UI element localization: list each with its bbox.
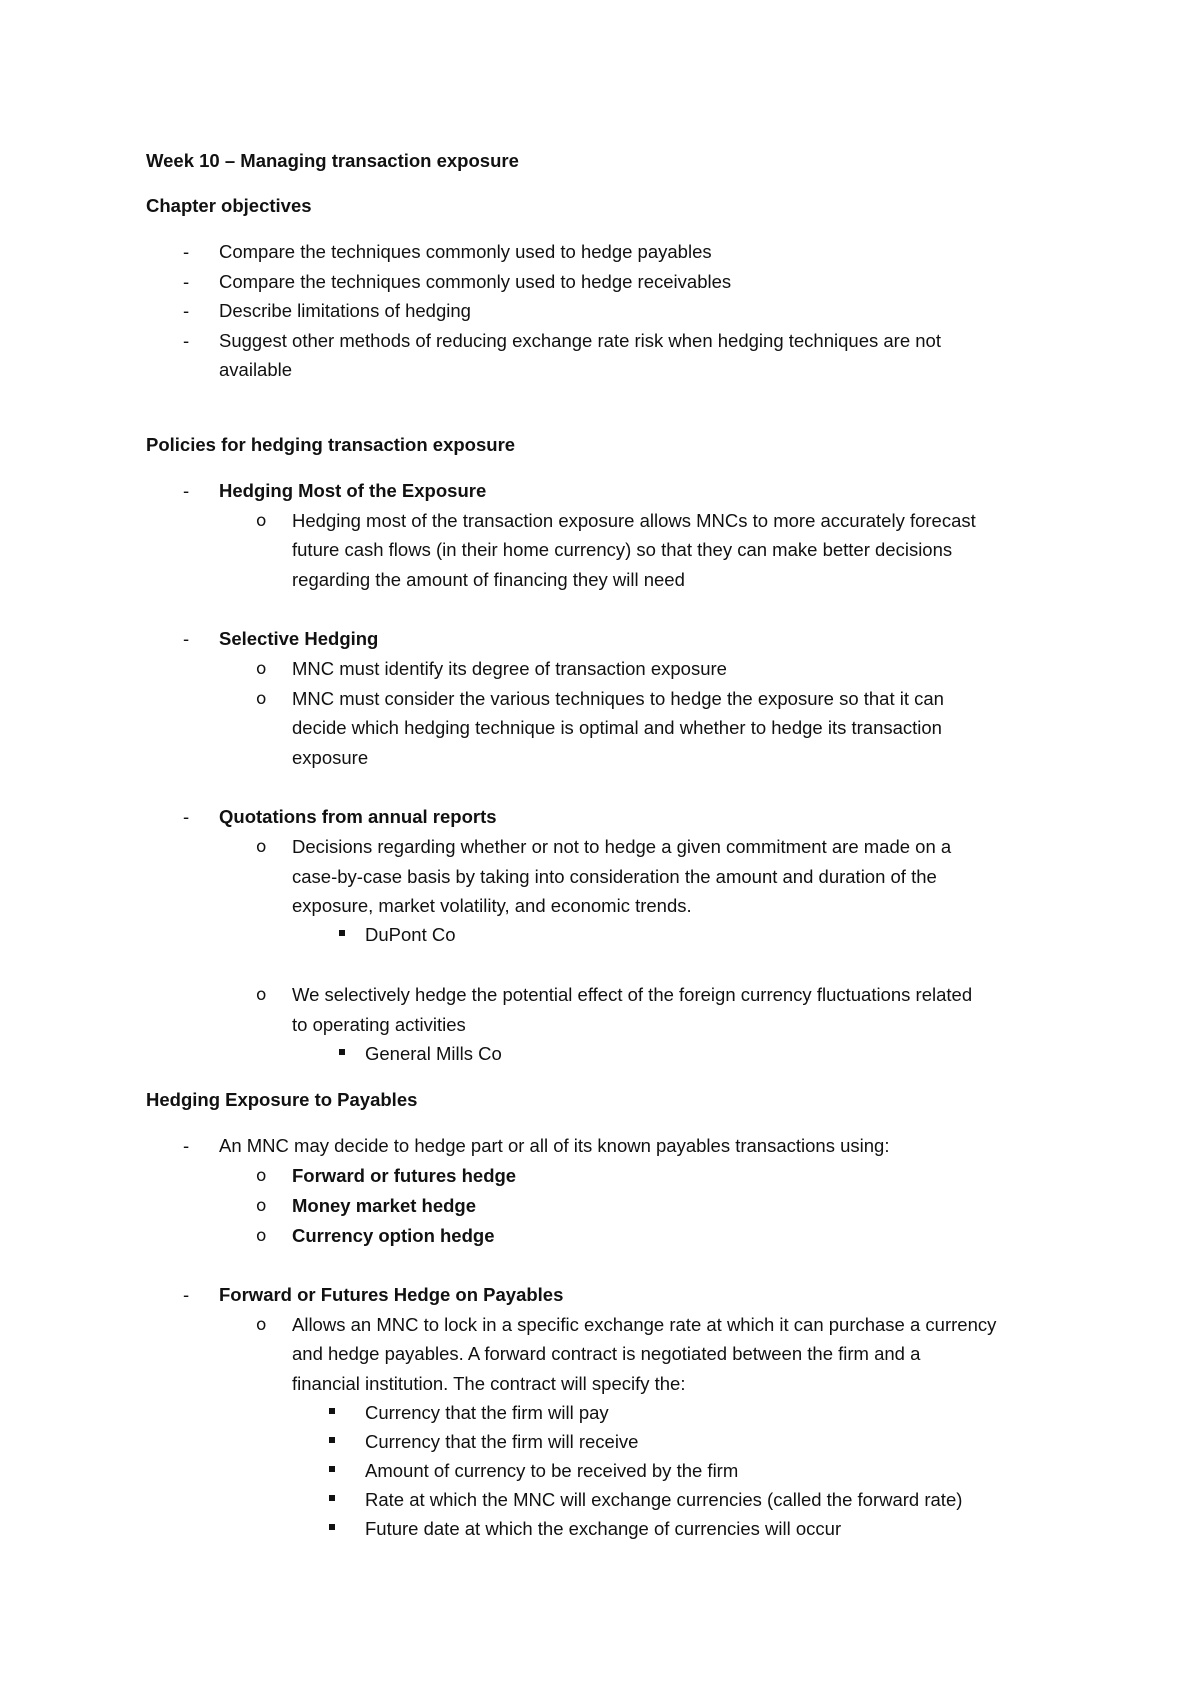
circle-bullet: o xyxy=(256,1315,267,1335)
dash-bullet: - xyxy=(183,806,190,827)
policy-most-label: Hedging Most of the Exposure xyxy=(219,480,487,501)
forward-spec-item: Amount of currency to be received by the firm xyxy=(365,1460,739,1481)
dash-bullet: - xyxy=(183,300,190,321)
dash-bullet: - xyxy=(183,1284,190,1305)
objective-item: Suggest other methods of reducing exchange rate risk when hedging techniques are not xyxy=(219,330,941,351)
payables-method: Forward or futures hedge xyxy=(292,1165,517,1186)
objectives-heading: Chapter objectives xyxy=(146,195,312,216)
square-bullet xyxy=(339,930,345,936)
policy-selective-point: MNC must identify its degree of transaction exposure xyxy=(292,658,727,679)
objective-item: Compare the techniques commonly used to hedge receivables xyxy=(219,271,732,292)
forward-hedge-label: Forward or Futures Hedge on Payables xyxy=(219,1284,564,1305)
forward-hedge-line: and hedge payables. A forward contract is negotiated between the firm and a xyxy=(292,1343,921,1364)
dash-bullet: - xyxy=(183,241,190,262)
circle-bullet: o xyxy=(256,1166,267,1186)
square-bullet xyxy=(329,1466,335,1472)
policies-heading: Policies for hedging transaction exposure xyxy=(146,434,516,455)
quote-line: We selectively hedge the potential effect of the foreign currency fluctuations related xyxy=(292,984,973,1005)
dash-bullet: - xyxy=(183,271,190,292)
forward-hedge-line: financial institution. The contract will specify the: xyxy=(292,1373,686,1394)
circle-bullet: o xyxy=(256,985,267,1005)
payables-method: Money market hedge xyxy=(292,1195,477,1216)
quote-line: to operating activities xyxy=(292,1014,466,1035)
forward-spec-item: Currency that the firm will receive xyxy=(365,1431,639,1452)
quote-line: exposure, market volatility, and economic trends. xyxy=(292,895,692,916)
payables-method: Currency option hedge xyxy=(292,1225,495,1246)
quote-line: case-by-case basis by taking into consideration the amount and duration of the xyxy=(292,866,937,887)
payables-intro: An MNC may decide to hedge part or all of its known payables transactions using: xyxy=(219,1135,890,1156)
payables-heading: Hedging Exposure to Payables xyxy=(146,1089,418,1110)
circle-bullet: o xyxy=(256,1196,267,1216)
circle-bullet: o xyxy=(256,511,267,531)
policy-most-line: regarding the amount of financing they will need xyxy=(292,569,685,590)
forward-hedge-line: Allows an MNC to lock in a specific exchange rate at which it can purchase a currency xyxy=(292,1314,997,1335)
square-bullet xyxy=(329,1437,335,1443)
forward-spec-item: Future date at which the exchange of currencies will occur xyxy=(365,1518,842,1539)
dash-bullet: - xyxy=(183,480,190,501)
dash-bullet: - xyxy=(183,628,190,649)
dash-bullet: - xyxy=(183,330,190,351)
dash-bullet: - xyxy=(183,1135,190,1156)
quote-source: DuPont Co xyxy=(365,924,456,945)
circle-bullet: o xyxy=(256,1226,267,1246)
square-bullet xyxy=(329,1524,335,1530)
policy-quotes-label: Quotations from annual reports xyxy=(219,806,497,827)
objective-item-continued: available xyxy=(219,359,293,380)
square-bullet xyxy=(329,1495,335,1501)
forward-spec-item: Rate at which the MNC will exchange currencies (called the forward rate) xyxy=(365,1489,963,1510)
square-bullet xyxy=(329,1408,335,1414)
circle-bullet: o xyxy=(256,837,267,857)
policy-selective-point: MNC must consider the various techniques to hedge the exposure so that it can xyxy=(292,688,944,709)
policy-selective-label: Selective Hedging xyxy=(219,628,379,649)
circle-bullet: o xyxy=(256,659,267,679)
square-bullet xyxy=(339,1049,345,1055)
policy-most-line: future cash flows (in their home currency) so that they can make better decisions xyxy=(292,539,953,560)
circle-bullet: o xyxy=(256,689,267,709)
policy-selective-point: decide which hedging technique is optimal and whether to hedge its transaction xyxy=(292,717,942,738)
quote-source: General Mills Co xyxy=(365,1043,502,1064)
policy-most-line: Hedging most of the transaction exposure allows MNCs to more accurately forecast xyxy=(292,510,976,531)
objective-item: Describe limitations of hedging xyxy=(219,300,471,321)
objective-item: Compare the techniques commonly used to hedge payables xyxy=(219,241,712,262)
forward-spec-item: Currency that the firm will pay xyxy=(365,1402,609,1423)
quote-line: Decisions regarding whether or not to hedge a given commitment are made on a xyxy=(292,836,952,857)
document-title: Week 10 – Managing transaction exposure xyxy=(146,150,519,171)
policy-selective-point: exposure xyxy=(292,747,369,768)
